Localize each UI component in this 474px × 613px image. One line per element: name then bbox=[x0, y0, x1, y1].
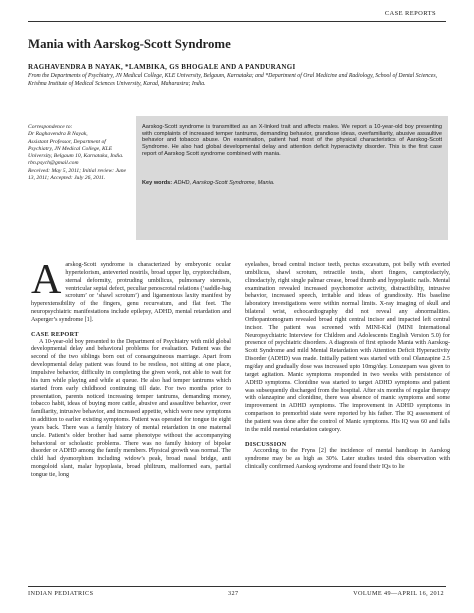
case-report-heading: CASE REPORT bbox=[31, 330, 79, 338]
left-column bbox=[31, 257, 231, 480]
header-rule bbox=[28, 21, 446, 22]
drop-cap: A bbox=[31, 257, 62, 303]
case-report-text: A 10-year-old boy presented to the Department of Psychiatry with mild global developmental delay and behavioral problems for evaluation. Patient was the second of the two siblings born out of consanguineous marriage. Apart from developmental delay patient was found to be restless, not sitting at one place, impulsive behavior, difficulty in completing the given work, not able to wait for his turn while playing and while at queue. He also had temper tantrums which started from early childhood continuing till date. For two months prior to presentation, parents noticed increasing temper tantrums, demanding money, tobacco habit, ideas of buying more cattle, abusive and assaultive behavior, over familiarity, intrusive behavior, and increased appetite, which were new symptoms in addition to earlier existing symptoms. Patient was operated for tongue tie eight years back. There was a family history of mental retardation in one maternal uncle. Patient’s older brother had same phenotype without the accompanying behavioral or scholastic problems. There was no family history of bipolar disorder or ADHD among the family members. Physical growth was normal. The child had dysmorphism including widow’s peak, broad nasal bridge, anti mongoloid slant, malar hypoplasia, broad philtrum, malformed ears, partial tongue tie, long bbox=[31, 338, 231, 478]
abstract-box bbox=[136, 116, 448, 240]
correspondence-line: Dr Raghavendra B Nayak, bbox=[28, 131, 88, 138]
intro-text: arskog-Scott syndrome is characterized by embryonic ocular hypertelorism, anteverted nostrils, broad upper lip, cryptorchidism, sternal deformity, protruding umbilicus, pulmonary stenosis, ventricular septal defect, peculiar penoscrotal relations (‘saddle-bag scrotum’ or ‘shawl scrotum’) and ligamentous laxity manifest by hyperextensibility of the fingers, genu recurvatum, and flat feet. The neuropsychiatric manifestations include epilepsy, ADHD, mental retardation and Asperger’s syndrome [1]. bbox=[31, 262, 231, 323]
case-report-continued: eyelashes, broad central incisor teeth, pectus excavatum, pot belly with everted umbilicus, shawl scrotum, retractile testis, short fingers, camptodactyly, clinodactyly, right single palmar crease, broad thumb and hypoplastic nails. Mental examination revealed increased psychomotor activity, distractibility, intrusive behavior, increased speech, irritable and ideas of grandiosity. His baseline laboratory investigations were within normal limits. X-ray imaging of skull and bilateral wrist, echocardiography did not reveal any abnormalities. Orthopantomogram revealed broad right central incisor and impacted left central incisor. The patient was screened with MINI-Kid (MINI International Neuropsychiatric Interview for Children and Adolescents English Version 5.0) for presence of psychiatric disorders. A diagnosis of first episode Mania with Aarskog-Scott Syndrome and mild Mental Retardation with Attention Deficit Hyperactivity Disorder (ADHD) was made. Initially patient was started with oral Olanzapine 2.5 mg/day and gradually dose was increased upto 10mg/day. Lorazepam was given to target agitation. Manic symptoms responded in two weeks with persistence of ADHD symptoms. Clonidine was started to target ADHD symptoms and patient was subsequently discharged from the hospital. After six months of regular therapy with olanzapine and clonidine, there was absence of manic symptoms and some improvement in ADHD symptoms. The improvement in ADHD symptoms in comparison to premorbid state were reported by his father. The IQ assessment of the patient was done after the control of Manic symptoms. His IQ was 60 and falls in the mild mental retardation category. bbox=[245, 262, 450, 433]
correspondence-email: rbn.psych@gmail.com bbox=[28, 160, 79, 167]
discussion-heading: DISCUSSION bbox=[245, 440, 287, 448]
section-label: CASE REPORTS bbox=[384, 10, 436, 17]
correspondence-line: Correspondence to: bbox=[28, 124, 73, 130]
footer-rule bbox=[28, 586, 446, 587]
correspondence-line: 13, 2011; Accepted: July 26, 2011. bbox=[28, 175, 106, 182]
intro-paragraph bbox=[31, 257, 231, 325]
correspondence-line: Assistant Professor, Department of bbox=[28, 138, 106, 145]
article-authors: RAGHAVENDRA B NAYAK, *LAMBIKA, GS BHOGALE AND A PANDURANGI bbox=[28, 63, 296, 71]
abstract-text: Aarskog-Scott syndrome is transmitted as an X-linked trait and affects males. We report a 10-year-old boy presenting with complaints of increased temper tantrums, demanding behavior, grandiose ideas, overfamiliarity, abusive assaultive behavior and tobacco abuse. On examination, patient had most of the physical characteristics of Aarskog-Scott Syndrome. He also had global developmental delay and attention deficit hyperactivity disorder. This is the first case report of Aarskog Scott syndrome combined with mania. bbox=[142, 124, 442, 157]
footer-journal: INDIAN PEDIATRICS bbox=[28, 590, 94, 597]
keywords-label: Key words: bbox=[142, 180, 173, 186]
correspondence-line: Received: May 5, 2011; Initial review: June bbox=[28, 167, 127, 174]
keywords bbox=[142, 180, 442, 186]
correspondence-block bbox=[28, 124, 132, 182]
article-title: Mania with Aarskog-Scott Syndrome bbox=[28, 37, 231, 51]
footer-page-number: 327 bbox=[228, 590, 239, 597]
article-affiliation: From the Departments of Psychiatry, JN Medical College, KLE University, Belgaum, Karnataka; and *Department of Oral Medicine and Radiology, School of Dental Sciences, Krishna Institute of Medical Sciences University, Karad, Maharastra; India. bbox=[28, 73, 438, 87]
correspondence-line: Psychiatry, JN Medical College, KLE bbox=[28, 145, 113, 152]
keywords-values: ADHD, Aarskog-Scott Syndrome, Mania. bbox=[173, 180, 275, 186]
correspondence-line: University, Belgaum 10, Karnataka, India. bbox=[28, 153, 124, 160]
footer-volume: VOLUME 49—APRIL 16, 2012 bbox=[353, 590, 444, 597]
right-column bbox=[245, 262, 450, 472]
discussion-text: According to the Fryns [2] the incidence of mental handicap in Aarskog syndrome may be as high as 30%. Later studies tested this observation with clinically confirmed Aarskog syndrome and found their IQs to lie bbox=[245, 448, 450, 471]
